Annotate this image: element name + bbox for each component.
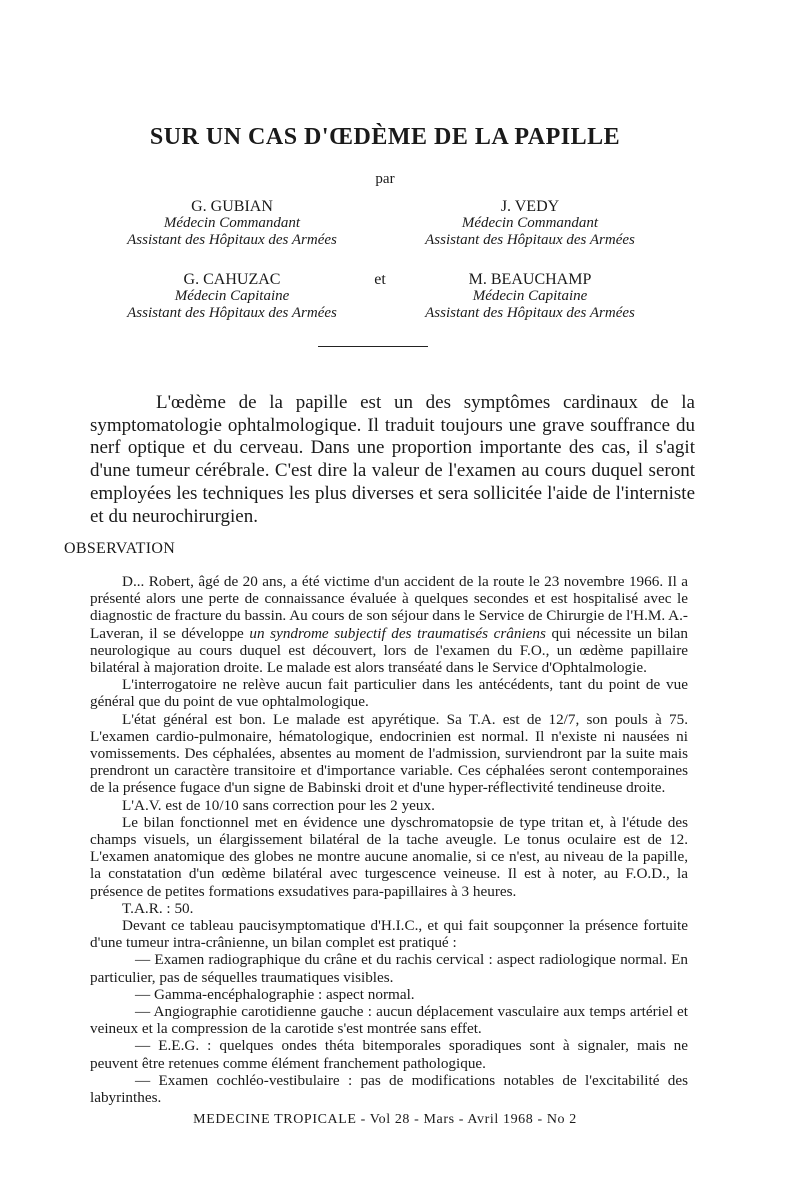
- article-title: SUR UN CAS D'ŒDÈME DE LA PAPILLE: [149, 124, 621, 150]
- author-vedy: [380, 198, 680, 249]
- author-name: M. BEAUCHAMP: [468, 271, 592, 288]
- author-gubian: [82, 198, 382, 249]
- author-name: J. VEDY: [500, 198, 560, 215]
- body-paragraph: Devant ce tableau paucisymptomatique d'H.I.C., et qui fait soupçonner la présence fortuite d'une tumeur intra-crânienne, un bilan complet est pratiqué :: [90, 917, 688, 952]
- section-heading: OBSERVATION: [64, 540, 176, 557]
- author-rank: Médecin Commandant: [461, 215, 599, 231]
- italic-text-run: un syndrome subjectif des traumatisés crâniens: [249, 624, 546, 642]
- par-label: par: [375, 171, 395, 187]
- author-role: Assistant des Hôpitaux des Armées: [425, 232, 635, 248]
- body-paragraph: L'état général est bon. Le malade est apyrétique. Sa T.A. est de 12/7, son pouls à 75. L'examen cardio-pulmonaire, hématologique, endocrinien est normal. Il n'existe ni nausées ni vomissements. Des céphalées, absentes au moment de l'admission, surviendront par la suite mais prendront un caractère transitoire et d'importance variable. Ces céphalées seront contemporaines de la présence fugace d'un signe de Babinski droit et d'une hyper-réflectivité tendineuse droite.: [90, 710, 688, 797]
- text-run: qui nécessite un bilan neurologique au cours duquel est découvert, lors de l'examen du F.O., un œdème papillaire bilatéral à majoration droite. Le malade est alors transéaté dans le Service d'Ophtalmologie.: [90, 624, 689, 677]
- list-item: — E.E.G. : quelques ondes théta bitemporales sporadiques sont à signaler, mais ne peuvent être retenues comme élément franchement pathologique.: [90, 1037, 688, 1072]
- author-rank: Médecin Commandant: [163, 215, 301, 231]
- author-role: Assistant des Hôpitaux des Armées: [127, 305, 337, 321]
- author-name: G. GUBIAN: [191, 198, 273, 215]
- body-paragraph: L'interrogatoire ne relève aucun fait particulier dans les antécédents, tant du point de vue général que du point de vue ophtalmologique.: [90, 676, 688, 711]
- list-item: — Examen radiographique du crâne et du rachis cervical : aspect radiologique normal. En particulier, pas de séquelles traumatiques visibles.: [90, 951, 688, 986]
- et-conjunction: et: [374, 271, 386, 288]
- abstract-paragraph: L'œdème de la papille est un des symptômes cardinaux de la symptomatologie ophtalmologique. Il traduit toujours une grave souffrance du nerf optique et du cerveau. Dans une proportion importante des cas, il s'agit d'une tumeur cérébrale. C'est dire la valeur de l'examen au cours duquel seront employées les techniques les plus diverses et sera sollicitée l'aide de l'interniste et du neurochirurgien.: [90, 392, 695, 527]
- list-item: — Gamma-encéphalographie : aspect normal.: [135, 985, 415, 1003]
- author-role: Assistant des Hôpitaux des Armées: [127, 232, 337, 248]
- text-run: D... Robert, âgé de 20 ans, a été victime d'un accident de la route le 23 novembre 1966. Il a présenté alors une perte de connaissance évaluée à quelques secondes et est hospitalisé avec le diagnostic de fracture du bassin. Au cours de son séjour dans le Service de Chirurgie de l'H.M. A.-Laveran, il se développe: [90, 573, 688, 642]
- body-paragraph: T.A.R. : 50.: [122, 899, 194, 917]
- author-beauchamp: [380, 271, 680, 322]
- abstract: [90, 392, 695, 528]
- author-rank: Médecin Capitaine: [174, 288, 290, 304]
- body-paragraph: Le bilan fonctionnel met en évidence une dyschromatopsie de type tritan et, à l'étude des champs visuels, un élargissement bilatéral de la tache aveugle. Le tonus oculaire est de 12. L'examen anatomique des globes ne montre aucune anomalie, si ce n'est, au niveau de la papille, la constatation d'un œdème bilatéral avec turgescence veineuse. Il est à noter, au F.O.D., la présence de petites formations exsudatives para-papillaires à 3 heures.: [90, 813, 688, 900]
- author-name: G. CAHUZAC: [183, 271, 281, 288]
- author-cahuzac: [82, 271, 382, 322]
- author-rank: Médecin Capitaine: [472, 288, 588, 304]
- list-item: — Examen cochléo-vestibulaire : pas de modifications notables de l'excitabilité des labyrinthes.: [90, 1071, 688, 1107]
- list-item: — Angiographie carotidienne gauche : aucun déplacement vasculaire aux temps artériel et veineux et la compression de la carotide s'est montrée sans effet.: [90, 1003, 688, 1038]
- title-divider: [318, 346, 428, 347]
- body-paragraph: [90, 573, 688, 676]
- observation-body: [90, 573, 688, 1106]
- journal-footer: MEDECINE TROPICALE - Vol 28 - Mars - Avril 1968 - No 2: [193, 1112, 577, 1127]
- body-paragraph: L'A.V. est de 10/10 sans correction pour les 2 yeux.: [122, 796, 435, 814]
- author-role: Assistant des Hôpitaux des Armées: [425, 305, 635, 321]
